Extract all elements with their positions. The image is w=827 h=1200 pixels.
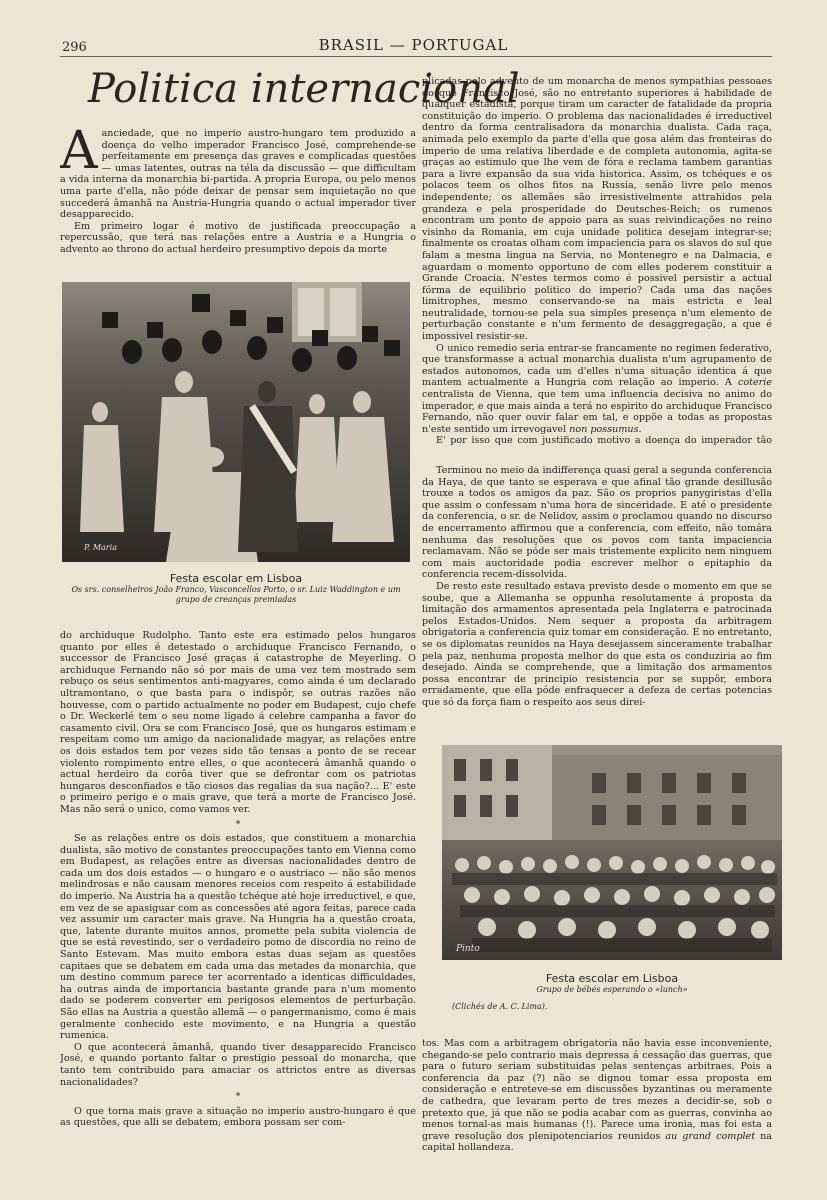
paragraph: O que torna mais grave a situação no imperio austro-hungaro é que as questões, que alli se debatem, embora possam ser com-: [60, 1105, 416, 1129]
paragraph: [422, 1038, 772, 1154]
section-separator: *: [235, 1092, 241, 1103]
caption-subtitle: Grupo de bébés esperando o «lunch»: [536, 985, 688, 994]
emphasis-text: au grand complet: [665, 1130, 756, 1142]
photo-credit: (Clichés de A. C. Lima).: [452, 1002, 548, 1011]
drop-cap: A: [60, 128, 98, 181]
right-column-middle: [422, 465, 772, 715]
left-column-bottom: [60, 630, 416, 1150]
header-rule: [60, 56, 772, 57]
paragraph: plicadas pelo advento de um monarcha de menos sympathias pessoaes do que Francisco José, são no entretanto superiores á habilidade de qualquer estadista, porque tiram um caracter de fatalidade da propria constituição do imperio. O problema das nacionalidades é irreductivel dentro da forma centralisadora da monarchia dualista. Cada raça, animada pelo exemplo da parte d'ella que gosa além das fronteiras do imperio de uma relativa liberdade e de completa autonomia, agita-se graças ao estimulo que lhe vem de fóra e reclama tambem garantias para a livre expansão da sua vida historica. Assim, os tchéques e os polacos teem os olhos fitos na Russia, senão livre pelo menos independente; os allemães são irresistivelmente attrahidos pela grandeza e pela prosperidade do Deutsches-Reich; os rumenos encontram um ponto de appoio para as suas reivindicações no reino visinho da Romania, em cuja unidade politica desejam integrar-se; finalmente os croatas olham com impaciencia para os slavos do sul que falam a mesma lingua na Servia, no Montenegro e na Dalmacia, e aguardam o momento opportuno de com elles poderem constituir a Grande Croacia. N'estes termos como é possivel persistir a actual fórma de equilibrio politico do imperio? Cada uma das nações limitrophes, mesmo conservando-se na mais estricta e leal neutralidade, tornou-se pela sua simples presença n'um elemento de perturbação constante e n'um fermento de desaggregação, a que é impossivel resistir-se.: [422, 76, 772, 343]
paragraph: Se as relações entre os dois estados, que constituem a monarchia dualista, são motivo de constantes preoccupações tanto em Vienna como em Budapest, as relações entre as diversas nacionalidades dentro de cada um dos dois estados — o hungaro e o austriaco — não são menos melindrosas e não causam menores receios com respeito á estabilidade do imperio. Na Austria ha a questão tchéque até hoje irreductivel, e que, em vez de se apasiguar com as concessões até agora feitas, parece cada vez assumir um caracter mais grave. Na Hungria ha a questão croata, que, latente durante muitos annos, promette pela subita violencia de que se está revestindo, ser o verdadeiro pomo de discordia no reino de Santo Estevam. Mas muito embora estas duas sejam as questões capitaes que se debatem em cada uma das metades da monarchia, que um destino commum parece ter acorrentado a identicas difficuldades, ha outras ainda de importancia bastante grande para n'um momento dado se poderem converter em perigosos elementos de perturbação. São ellas na Austria a questão allemã — o pangermanismo, como é mais geralmente conhecido este movimento, e na Hungria a questão rumenica.: [60, 833, 416, 1042]
paragraph-text: centralista de Vienna, que tem uma influencia decisiva no animo do imperador, e que mais ainda a terá no espirito do archiduque Francisco Fernando, não quer ouvir falar em tal, e oppõe a todas as propostas n'este sentido um irrevogavel: [422, 389, 772, 435]
emphasis-text: coterie: [737, 377, 772, 389]
right-column-top: [422, 76, 772, 446]
page-number: 296: [62, 40, 87, 55]
photo-group-image: [62, 282, 410, 562]
right-column-bottom: [422, 1038, 772, 1158]
photo2-caption: [442, 972, 782, 995]
running-head: BRASIL — PORTUGAL: [318, 36, 509, 54]
caption-title: Festa escolar em Lisboa: [169, 572, 303, 585]
photo-group-image: [442, 745, 782, 960]
paragraph: Terminou no meio da indifferença quasi geral a segunda conferencia da Haya, de que tanto se esperava e que afinal tão grande desillusão trouxe a todos os amigos da paz. São os proprios panygiristas d'ella que assim o confessam n'uma hora de sinceridade. E até o presidente da conferencia, o sr. de Nelidov, assim o proclamou quando no discurso de encerramento affirmou que a conferencia, com effeito, não tomára nenhuma das resoluções que os povos com tanta impaciencia reclamavam. Não se póde ser mais tristemente explicito nem ninguem com mais auctoridade podia escrever melhor o epitaphio da conferencia recem-dissolvida.: [422, 465, 772, 581]
photo-signature: P. Maria: [84, 543, 117, 552]
article-title: Politica internacional: [88, 66, 520, 112]
paragraph: O que acontecerá âmanhã, quando tiver desapparecido Francisco José, e quando portanto faltar o prestigio pessoal do monarcha, que tanto tem contribuido para amaciar os attrictos entre as diversas nacionalidades?: [60, 1041, 416, 1088]
paragraph-text: anciedade, que no imperio austro-hungaro tem produzido a doença do velho imperador Francisco José, comprehende-se perfeitamente em presença das graves e complicadas questões — umas latentes, outras na téla da discussão — que difficultam a vida interna da monarchia bi-partida. A propria Europa, ou pelo menos uma parte d'ella, não póde deixar de pensar sem inquietação no que succederá âmanhã na Austria-Hungria quando o actual imperador tiver desapparecido.: [60, 128, 416, 221]
paragraph: [422, 343, 772, 436]
paragraph-text: O unico remedio seria entrar-se francamente no regimen federativo, que transformasse a actual monarchia dualista n'um agrupamento de estados autonomos, cada um d'elles n'uma situação identica á que mantem actualmente a Hungria com relação ao imperio. A: [422, 342, 772, 389]
photo-school-festival-children: [442, 745, 782, 960]
left-column-top: [60, 128, 416, 256]
section-separator: *: [235, 819, 241, 830]
emphasis-text: non possumus.: [569, 423, 642, 435]
paragraph-text: na capital hollandeza.: [422, 1130, 772, 1154]
caption-subtitle: Os srs. conselheiros João Franco, Vasconcellos Porto, o sr. Luiz Waddington e um grupo de creanças premiadas: [71, 585, 401, 604]
paragraph-text: tos. Mas com a arbitragem obrigatoria não havia esse inconveniente, chegando-se pelo contrario mais depressa á cessação das guerras, que para o futuro seriam substituidas pelas sentenças arbitraes. Pois a conferencia da paz (?) não se dignou tomar essa proposta em consideração e entreteve-se em discussões byzantinas ou meramente de cathedra, que levaram perto de tres mezes a decidir-se, sob o pretexto que, já que não se podia acabar com as guerras, convinha ao menos tornal-as mais humanas (!). Parece uma ironia, mas foi esta a grave resolução dos plenipotenciarios reunidos: [422, 1038, 772, 1142]
photo-signature: Pinto: [456, 944, 480, 954]
paragraph: De resto este resultado estava previsto desde o momento em que se soube, que a Allemanha se oppunha resolutamente á proposta da limitação dos armamentos apresentada pela Inglaterra e patrocinada pelos Estados-Unidos. Nem sequer a proposta da arbitragem obrigatoria a conferencia quiz tomar em consideração. E no entretanto, se os diplomatas reunidos na Haya desejassem sinceramente trabalhar pela paz, nenhuma proposta melhor do que esta os conduziria ao fim desejado. Ainda se comprehende, que a limitação dos armamentos possa encontrar de principio resistencia por se suppôr, embora erradamente, que ella póde enfraquecer a defeza de certas potencias que só da força fiam o respeito aos seus direi-: [422, 580, 772, 708]
photo-school-festival-dignitaries: [62, 282, 410, 562]
paragraph: Em primeiro logar é motivo de justificada preoccupação a repercussão, que terá nas relações entre a Austria e a Hungria o advento ao throno do actual herdeiro presumptivo depois da morte: [60, 220, 416, 255]
caption-title: Festa escolar em Lisboa: [545, 972, 679, 985]
paragraph: do archiduque Rudolpho. Tanto este era estimado pelos hungaros quanto por elles é detestado o archiduque Francisco Fernando, o successor de Francisco José graças á catastrophe de Meyerling. O archiduque Fernando não só por mais de uma vez tem mostrado sem rebuço os seus sentimentos anti-magyares, como ainda é um declarado ultramontano, o que basta para o indispôr, se outras razões não houvesse, com o partido actualmente no poder em Budapest, cujo chefe o Dr. Weckerlé tem o seu nome ligado á celebre campanha a favor do casamento civil. Ora se com Francisco José, que os hungaros estimam e respeitam como um amigo da nacionalidade magyar, as relações entre os dois estados tem por vezes sido tão tensas a ponto de se recear violento rompimento entre elles, o que acontecerá âmanhã quando o actual herdeiro da corôa tiver que se defrontar com os patriotas hungaros desconfiados e tão ciosos das regalias da sua nação?... E' este o primeiro perigo e o mais grave, que terá a morte de Francisco José. Mas não será o unico, como vamos ver.: [60, 630, 416, 815]
photo1-caption: [62, 572, 410, 605]
paragraph: [60, 128, 416, 221]
paragraph: E' por isso que com justificado motivo a doença do imperador tão: [436, 435, 772, 446]
